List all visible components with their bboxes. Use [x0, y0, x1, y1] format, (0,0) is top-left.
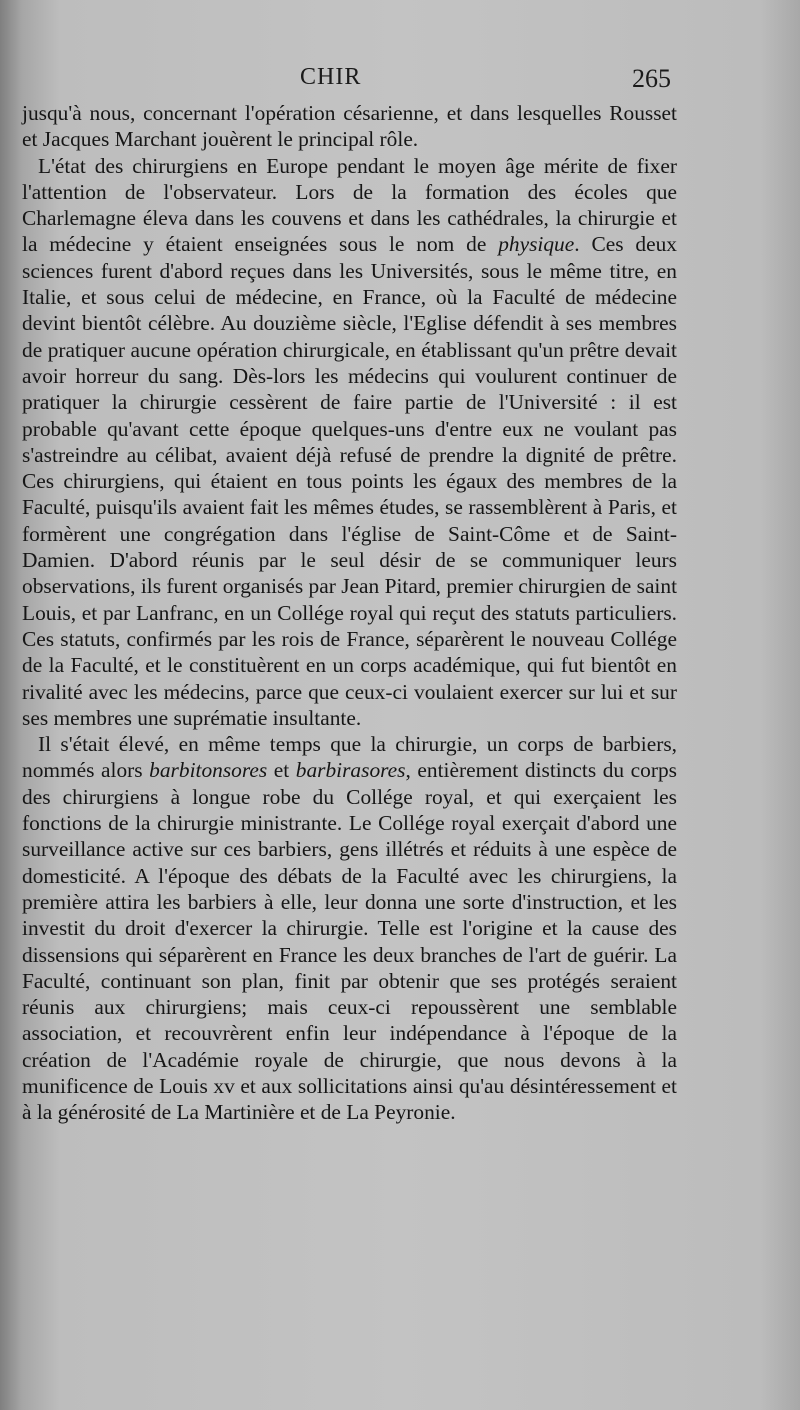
- text-run: jusqu'à nous, concernant l'opération césarienne, et dans lesquelles Rousset et Jacques Marchant jouèrent le principal rôle.: [22, 101, 677, 152]
- text-run: Il s'était élevé, en même temps que la chirurgie, un corps de barbiers, nommés alors: [22, 732, 677, 783]
- text-run: et: [267, 758, 296, 783]
- page-header: [20, 60, 680, 100]
- italic-term: barbitonsores: [149, 758, 268, 783]
- text-run: , entièrement distincts du corps des chirurgiens à longue robe du Collége royal, et qui exerçaient les fonctions de la chirurgie ministrante. Le Collége royal exerçait d'abord une surveillance active sur ces barbiers, gens illétrés et réduits à une espèce de domesticité. A l'époque des débats de la Faculté avec les chirurgiens, la première attira les barbiers à elle, leur donna une sorte d'instruction, et les investit du droit d'exercer la chirurgie. Telle est l'origine et la cause des dissensions qui séparèrent en France les deux branches de l'art de guérir. La Faculté, continuant son plan, finit par obtenir que ses protégés seraient réunis aux chirurgiens; mais ceux-ci repoussèrent une semblable association, et recouvrèrent enfin leur indépendance à l'époque de la création de l'Académie royale de chirurgie, que nous devons à la munificence de Louis xv et aux sollicitations ainsi qu'au désintéressement et à la générosité de La Martinière et de La Peyronie.: [22, 758, 677, 1125]
- running-head: CHIR: [300, 64, 362, 90]
- italic-term: physique: [498, 232, 575, 257]
- text-run: L'état des chirurgiens en Europe pendant le moyen âge mérite de fixer l'attention de l'observateur. Lors de la formation des écoles que Charlemagne éleva dans les couvens et dans les cathédrales, la chirurgie et la médecine y étaient enseignées sous le nom de: [22, 153, 677, 257]
- text-run: . Ces deux sciences furent d'abord reçues dans les Universités, sous le même titre, en Italie, et sous celui de médecine, en France, où la Faculté de médecine devint bientôt célèbre. Au douzième siècle, l'Eglise défendit à ses membres de pratiquer aucune opération chirurgicale, en établissant qu'un prêtre devait avoir horreur du sang. Dès-lors les médecins qui voulurent continuer de pratiquer la chirurgie cessèrent de faire partie de l'Université : il est probable qu'avant cette époque quelques-uns d'entre eux ne voulant pas s'astreindre au célibat, avaient déjà refusé de prendre la dignité de prêtre. Ces chirurgiens, qui étaient en tous points les égaux des membres de la Faculté, puisqu'ils avaient fait les mêmes études, se rassemblèrent à Paris, et formèrent une congrégation dans l'église de Saint-Côme et de Saint-Damien. D'abord réunis par le seul désir de se communiquer leurs observations, ils furent organisés par Jean Pitard, premier chirurgien de saint Louis, et par Lanfranc, en un Collége royal qui reçut des statuts particuliers. Ces statuts, confirmés par les rois de France, séparèrent le nouveau Collége de la Faculté, et le constituèrent en un corps académique, qui fut bientôt en rivalité avec les médecins, parce que ceux-ci voulaient exercer sur lui et sur ses membres une suprématie insultante.: [22, 232, 678, 730]
- page-number: 265: [632, 64, 671, 93]
- paragraph-2: [22, 153, 677, 732]
- italic-term: barbirasores: [295, 758, 406, 783]
- paragraph-3: [22, 731, 677, 1125]
- paragraph-1: [22, 100, 677, 153]
- body-text: [22, 100, 677, 1126]
